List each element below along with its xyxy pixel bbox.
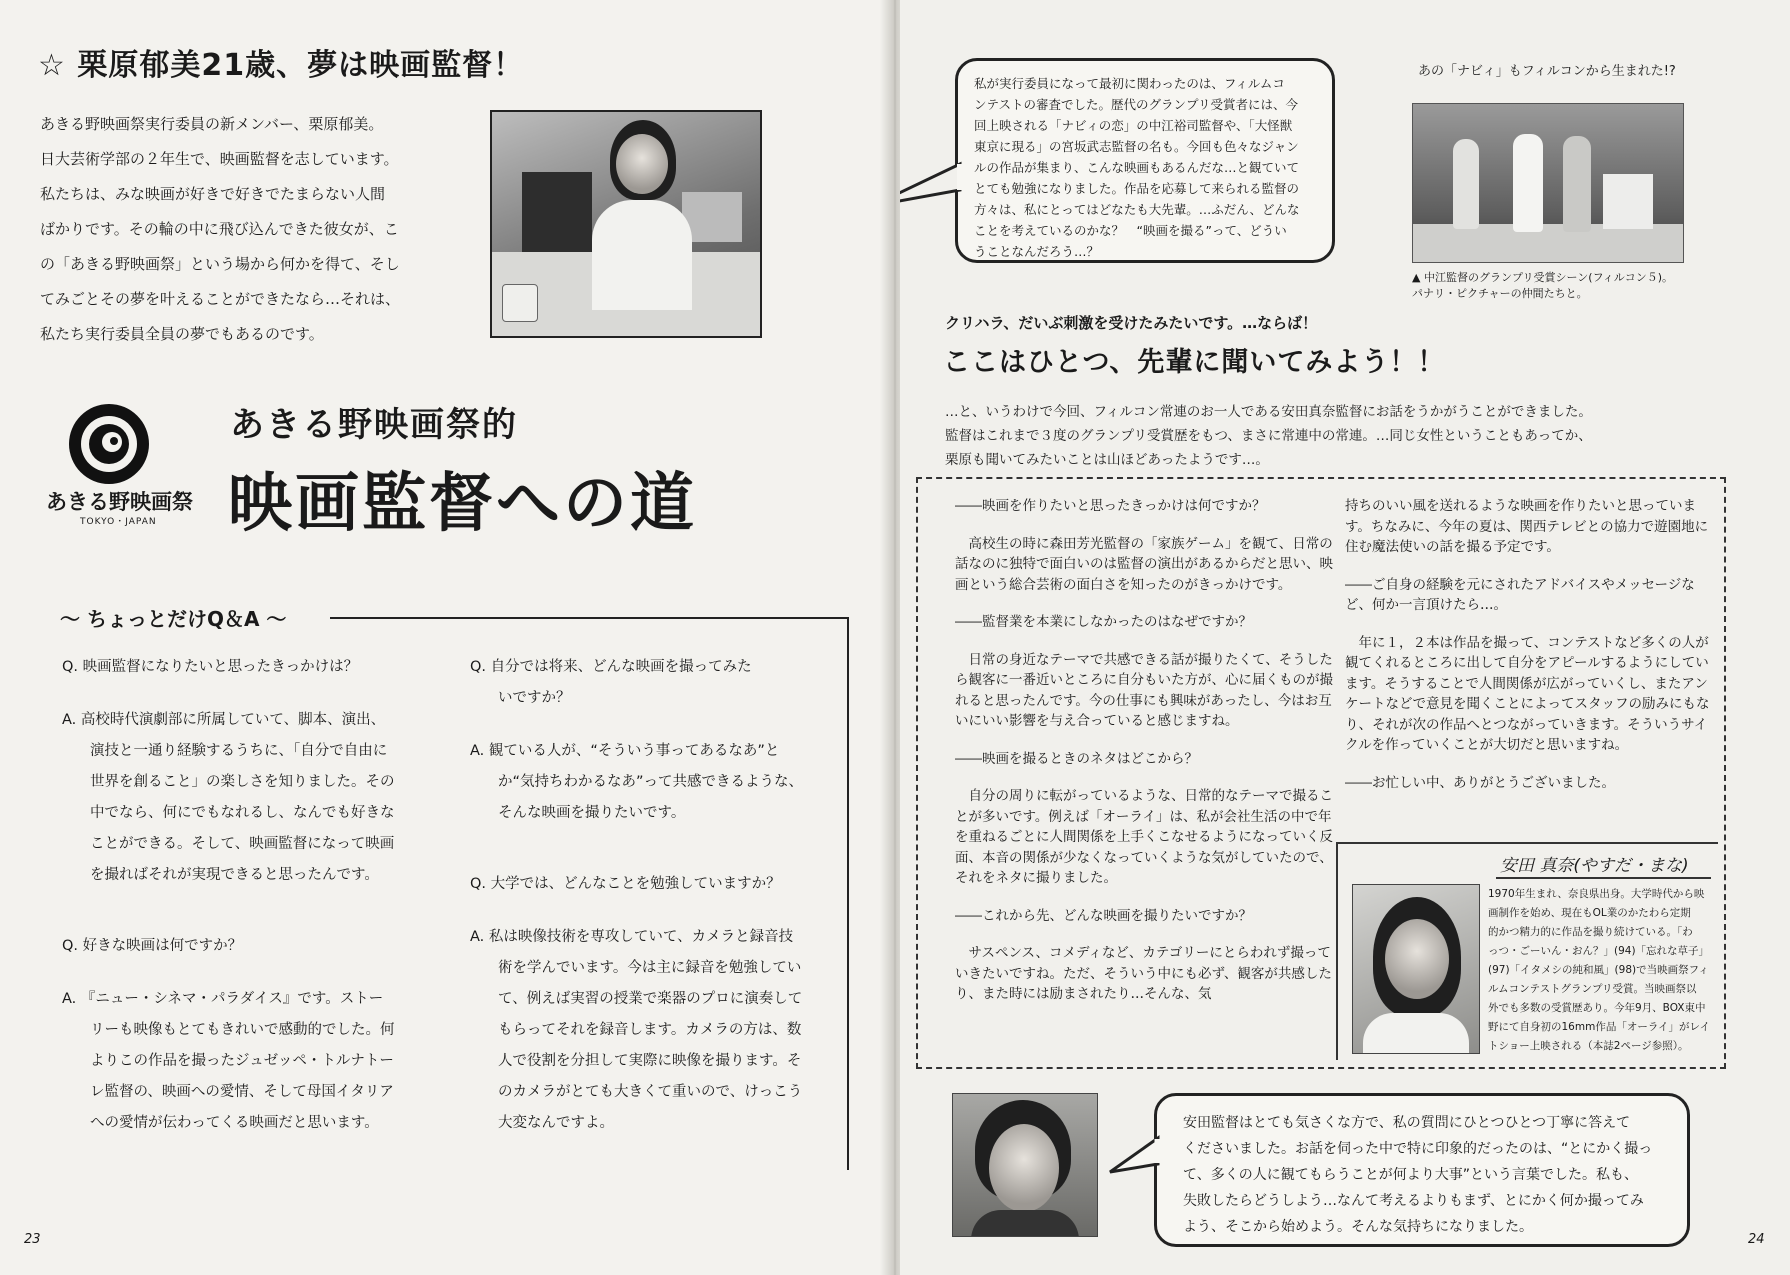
qa-question: いですか？ <box>498 690 571 706</box>
qa-question: Q. 好きな映画は何ですか？ <box>62 938 243 954</box>
intro-text <box>40 107 440 352</box>
profile-line: (97)「イタメシの純和風」(98)で当映画祭フィ <box>1488 964 1709 976</box>
interview-question: ――お忙しい中、ありがとうございました。 <box>1345 774 1615 791</box>
article-title: ☆ 栗原郁美21歳、夢は映画監督！ <box>38 48 525 83</box>
interview-answer: 年に１，２本は作品を撮って、コンテストなど多くの人が観てくれるところに出して自分をアピールするようにしています。そうすることで人間関係が広がっていくし、またアンケートなどで意見を聞くことによってスタッフの励みにもなり、それが次の作品へとつながっていきます。そういうサイクルを作っていくことが大切だと思いますね。 <box>1345 634 1710 753</box>
interview-answer: 持ちのいい風を送れるような映画を作りたいと思っています。ちなみに、今年の夏は、関西テレビとの協力で遊園地に住む魔法使いの話を撮る予定です。 <box>1345 498 1709 555</box>
page-23 <box>0 0 890 1275</box>
interview-question: ――ご自身の経験を元にされたアドバイスやメッセージなど、何か一言頂けたら…。 <box>1345 576 1695 613</box>
bubble-tail-icon <box>900 160 962 220</box>
qa-answer: 世界を創ること」の楽しさを知りました。その <box>90 774 395 790</box>
intro-line: 監督はこれまで３度のグランプリ受賞歴をもつ、まさに常連中の常連。…同じ女性ということもあってか、 <box>945 428 1592 444</box>
qa-question: Q. 大学では、どんなことを勉強していますか？ <box>470 876 781 892</box>
interview-answer: 高校生の時に森田芳光監督の「家族ゲーム」を観て、日常の話なのに独特で面白いのは監督の演出があるからだと思い、映画という総合芸術の面白さを知ったのがきっかけです。 <box>955 535 1333 593</box>
intro-line: 私たちは、みな映画が好きで好きでたまらない人間 <box>40 185 386 203</box>
profile-line: 外でも多数の受賞歴あり。今年9月、BOX東中 <box>1488 1002 1706 1014</box>
page-24 <box>900 0 1790 1275</box>
qa-answer: を撮ればそれが実現できると思ったんです。 <box>90 867 379 883</box>
qa-answer: て、例えば実習の授業で楽器のプロに演奏して <box>498 991 803 1007</box>
logo-text: あきる野映画祭 <box>46 489 193 514</box>
qa-answer: そんな映画を撮りたいです。 <box>498 805 686 821</box>
photo-caption <box>1412 270 1673 302</box>
interview-question: ――監督業を本業にしなかったのはなぜですか？ <box>955 614 1252 630</box>
profile-name-rule <box>1496 877 1711 879</box>
bubble-line: うことなんだろう…？ <box>974 244 1100 259</box>
qa-answer: 演技と一通り経験するうちに、「自分で自由に <box>90 743 388 759</box>
interview-question: ――映画を作りたいと思ったきっかけは何ですか？ <box>955 498 1266 514</box>
intro-line: の「あきる野映画祭」という場から何かを得て、そし <box>40 255 400 273</box>
qa-answer: のカメラがとても大きくて重いので、けっこう <box>498 1084 803 1100</box>
profile-line: 1970年生まれ、奈良県出身。大学時代から映 <box>1488 888 1705 900</box>
photo-kurihara-desk <box>490 110 762 338</box>
intro-line: あきる野映画祭実行委員の新メンバー、栗原郁美。 <box>40 115 384 133</box>
page-number-right: 24 <box>1748 1232 1765 1247</box>
speech-bubble-top <box>955 58 1335 263</box>
qa-column-left <box>62 652 442 1139</box>
qa-answer: レ監督の、映画への愛情、そして母国イタリア <box>90 1084 394 1100</box>
interview-question: ――これから先、どんな映画を撮りたいですか？ <box>955 907 1252 924</box>
page-number-left: 23 <box>24 1232 41 1247</box>
profile-line: トショー上映される（本誌2ページ参照）。 <box>1488 1040 1689 1052</box>
qa-vertical-rule <box>847 617 849 1170</box>
intro-line: 日大芸術学部の２年生で、映画監督を志しています。 <box>40 150 399 168</box>
profile-name: 安田 真奈(やすだ・まな) <box>1500 856 1689 876</box>
caption-line: パナリ・ピクチャーの仲間たちと。 <box>1412 287 1588 300</box>
qa-answer: 術を学んでいます。今は主に録音を勉強してい <box>498 960 802 976</box>
profile-line: 的かつ精力的に作品を撮り続けている。「わ <box>1488 926 1693 938</box>
caption-line: ▲ 中江監督のグランプリ受賞シーン(フィルコン５)。 <box>1412 271 1673 284</box>
qa-column-right <box>470 652 840 1139</box>
feature-heading-1: あきる野映画祭的 <box>230 405 518 445</box>
intro-line: 私たち実行委員全員の夢でもあるのです。 <box>40 325 324 343</box>
intro-line: 栗原も聞いてみたいことは山ほどあったようです…。 <box>945 452 1269 468</box>
bubble-line: とても勉強になりました。作品を応募して来られる監督の <box>974 181 1300 196</box>
bubble-line: くださいました。お話を伺った中で特に印象的だったのは、“とにかく撮っ <box>1183 1141 1653 1157</box>
interview-intro <box>945 400 1765 472</box>
profile-text <box>1488 885 1710 1056</box>
intro-line: ばかりです。その輪の中に飛び込んできた彼女が、こ <box>40 220 399 238</box>
speech-bubble-bottom <box>1154 1093 1690 1247</box>
lead-text: クリハラ、だいぶ刺激を受けたみたいです。…ならば！ <box>945 314 1318 332</box>
intro-line: …と、いうわけで今回、フィルコン常連のお一人である安田真奈監督にお話をうかがうことができました。 <box>945 404 1592 420</box>
qa-answer: 大変なんですよ。 <box>498 1115 614 1131</box>
photo-kurihara-portrait <box>952 1093 1098 1237</box>
qa-answer: もらってそれを録音します。カメラの方は、数 <box>498 1022 802 1038</box>
headline: ここはひとつ、先輩に聞いてみよう！！ <box>943 347 1446 378</box>
bubble-line: 失敗したらどうしよう…なんて考えるよりもまず、とにかく何か撮ってみ <box>1183 1193 1644 1209</box>
qa-title: ～ ちょっとだけQ＆A ～ <box>60 603 294 632</box>
profile-line: 野にて自身初の16mm作品「オーライ」がレイ <box>1488 1021 1710 1033</box>
photo-grand-prix <box>1412 103 1684 263</box>
photo-yasuda <box>1352 884 1480 1054</box>
interview-answer: サスペンス、コメディなど、カテゴリーにとらわれず撮っていきたいですね。ただ、そういう中にも必ず、観客が共感したり、また時には励まされたり…そんな、気 <box>955 945 1332 1002</box>
qa-answer: よりこの作品を撮ったジュゼッペ・トルナトー <box>90 1053 394 1069</box>
qa-answer: 中でなら、何にでもなれるし、なんでも好きな <box>90 805 395 821</box>
qa-rule <box>330 617 848 619</box>
bubble-line: よう、そこから始めよう。そんな気持ちになりました。 <box>1183 1219 1533 1235</box>
bubble-line: ンテストの審査でした。歴代のグランプリ受賞者には、今 <box>974 97 1299 112</box>
qa-answer: 人で役割を分担して実際に映像を撮ります。そ <box>498 1053 802 1069</box>
bubble-line: 東京に現る」の宮坂武志監督の名も。今回も色々なジャン <box>974 139 1299 154</box>
qa-answer: A. 高校時代演劇部に所属していて、脚本、演出、 <box>62 712 386 728</box>
interview-question: ――映画を撮るときのネタはどこから？ <box>955 750 1198 767</box>
bubble-line: 回上映される「ナビィの恋」の中江裕司監督や、「大怪獣 <box>974 118 1293 133</box>
bubble-tail-bottom-icon <box>1106 1130 1162 1190</box>
qa-answer: A. 観ている人が、“そういう事ってあるなあ”と <box>470 743 780 759</box>
interview-column-2 <box>1345 496 1715 810</box>
qa-answer: への愛情が伝わってくる映画だと思います。 <box>90 1115 379 1131</box>
profile-line: ルムコンテストグランプリ受賞。当映画祭以 <box>1488 983 1697 995</box>
logo-subtext: TOKYO・JAPAN <box>80 517 157 527</box>
photo-caption-top: あの「ナビィ」もフィルコンから生まれた!? <box>1418 64 1676 79</box>
bubble-line: 安田監督はとても気さくな方で、私の質問にひとつひとつ丁寧に答えて <box>1183 1115 1631 1131</box>
qa-answer: リーも映像もとてもきれいで感動的でした。何 <box>90 1022 395 1038</box>
bubble-line: ことを考えているのかな？ “映画を撮る”って、どうい <box>974 223 1287 238</box>
qa-answer: ことができる。そして、映画監督になって映画 <box>90 836 395 852</box>
interview-answer: 自分の周りに転がっているような、日常的なテーマで撮ることが多いです。例えば「オーライ」は、私が会社生活の中で年を重ねるごとに人間関係を上手くこなせるようになっていく反面、本音の関係が少なくなっていくような気がしていたので、それをネタに撮りました。 <box>955 788 1333 886</box>
qa-answer: A. 私は映像技術を専攻していて、カメラと録音技 <box>470 929 794 945</box>
intro-line: てみごとその夢を叶えることができたなら…それは、 <box>40 290 401 308</box>
qa-answer: か“気持ちわかるなあ”って共感できるような、 <box>498 774 804 790</box>
bubble-line: ルの作品が集まり、こんな映画もあるんだな…と観ていて <box>974 160 1300 175</box>
interview-column-1 <box>955 496 1337 1022</box>
interview-answer: 日常の身近なテーマで共感できる話が撮りたくて、そうしたら観客に一番近いところに自分もいた方が、心に届くものが撮れると思ったんです。今の仕事にも興味があったし、今はお互いにいい影響を与え合っていると感じますね。 <box>955 651 1333 729</box>
qa-question: Q. 自分では将来、どんな映画を撮ってみた <box>470 659 752 675</box>
profile-line: 画制作を始め、現在もOL業のかたわら定期 <box>1488 907 1691 919</box>
profile-line: っつ・ごーいん・おん？」(94)「忘れな草子」 <box>1488 945 1710 957</box>
bubble-line: 方々は、私にとってはどなたも大先輩。…ふだん、どんな <box>974 202 1300 217</box>
qa-answer: A. 『ニュー・シネマ・パラダイス』です。ストー <box>62 991 384 1007</box>
bubble-line: て、多くの人に観てもらうことが何より大事”という言葉でした。私も、 <box>1183 1167 1638 1183</box>
bubble-line: 私が実行委員になって最初に関わったのは、フィルムコ <box>974 76 1285 91</box>
feature-heading-2: 映画監督への道 <box>228 467 697 541</box>
qa-question: Q. 映画監督になりたいと思ったきっかけは？ <box>62 659 359 675</box>
